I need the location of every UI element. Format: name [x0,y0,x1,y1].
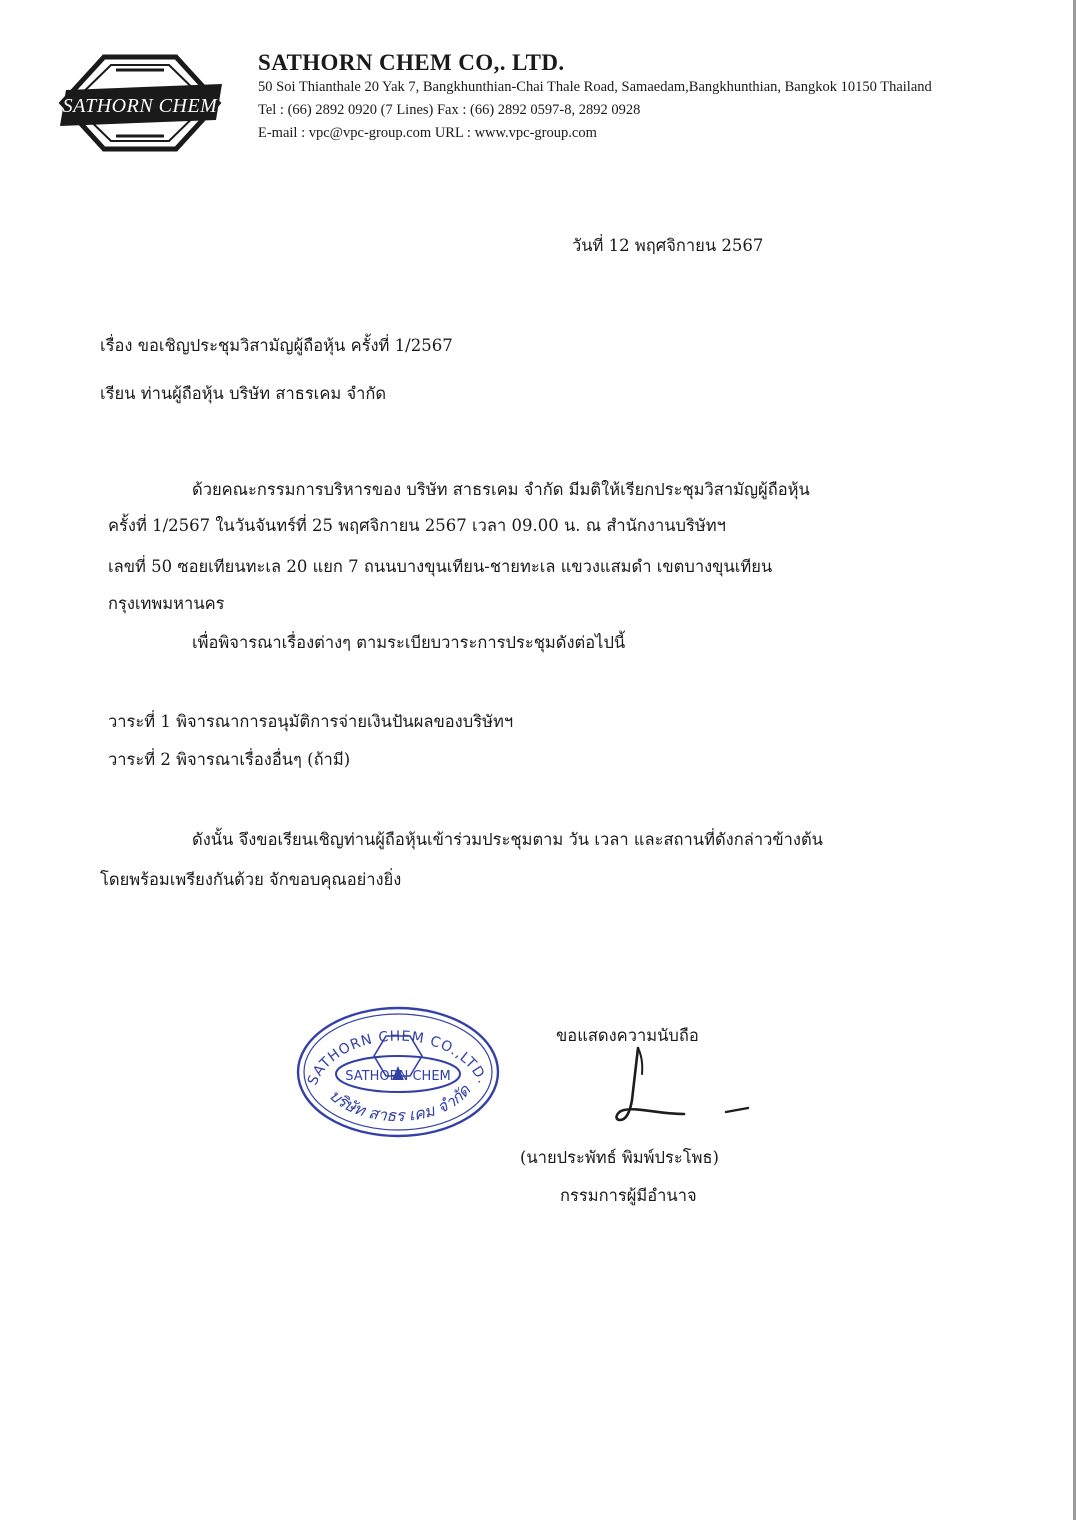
company-logo [56,54,224,152]
letter-addressee: เรียน ท่านผู้ถือหุ้น บริษัท สาธรเคม จำกัด [100,384,387,403]
company-name: SATHORN CHEM CO,. LTD. [258,50,565,75]
signer-position: กรรมการผู้มีอำนาจ [560,1186,697,1205]
letter-subject: เรื่อง ขอเชิญประชุมวิสามัญผู้ถือหุ้น ครั้งที่ 1/2567 [100,336,453,355]
body-paragraph-line: ด้วยคณะกรรมการบริหารของ บริษัท สาธรเคม จำกัด มีมติให้เรียกประชุมวิสามัญผู้ถือหุ้น [192,480,810,499]
agenda-item: วาระที่ 1 พิจารณาการอนุมัติการจ่ายเงินปันผลของบริษัทฯ [108,712,514,731]
body-paragraph-line: ครั้งที่ 1/2567 ในวันจันทร์ที่ 25 พฤศจิกายน 2567 เวลา 09.00 น. ณ สำนักงานบริษัทฯ [108,516,726,535]
agenda-intro: เพื่อพิจารณาเรื่องต่างๆ ตามระเบียบวาระการประชุมดังต่อไปนี้ [192,633,626,652]
body-paragraph-line: กรุงเทพมหานคร [108,594,225,613]
logo-text: SATHORN CHEM [62,95,218,117]
stamp-outer-text: SATHORN CHEM CO.,LTD. [304,1028,491,1088]
closing-line: โดยพร้อมเพรียงกันด้วย จักขอบคุณอย่างยิ่ง [100,870,402,889]
company-email-url: E-mail : vpc@vpc-group.com URL : www.vpc-group.com [258,125,597,141]
body-paragraph-line: เลขที่ 50 ซอยเทียนทะเล 20 แยก 7 ถนนบางขุนเทียน-ชายทะเล แขวงแสมดำ เขตบางขุนเทียน [108,557,773,576]
stamp-inner-text: SATHORN CHEM [345,1069,451,1084]
stamp-thai-text: บริษัท สาธร เคม จำกัด [325,1081,475,1126]
signer-name: (นายประพัทธ์ พิมพ์ประโพธ) [520,1148,719,1167]
regards-text: ขอแสดงความนับถือ [556,1026,699,1045]
company-stamp [294,1002,502,1140]
company-phone-fax: Tel : (66) 2892 0920 (7 Lines) Fax : (66) 2892 0597-8, 2892 0928 [258,102,641,118]
company-address: 50 Soi Thianthale 20 Yak 7, Bangkhunthian-Chai Thale Road, Samaedam,Bangkhunthian, Bangkok 10150 Thailand [258,79,932,95]
agenda-item: วาระที่ 2 พิจารณาเรื่องอื่นๆ (ถ้ามี) [108,750,351,769]
handwritten-signature [608,1044,758,1128]
letter-date: วันที่ 12 พฤศจิกายน 2567 [572,236,764,255]
closing-line: ดังนั้น จึงขอเรียนเชิญท่านผู้ถือหุ้นเข้าร่วมประชุมตาม วัน เวลา และสถานที่ดังกล่าวข้างต้น [192,830,823,849]
svg-text:บริษัท สาธร เคม จำกัด [326,1080,476,1125]
